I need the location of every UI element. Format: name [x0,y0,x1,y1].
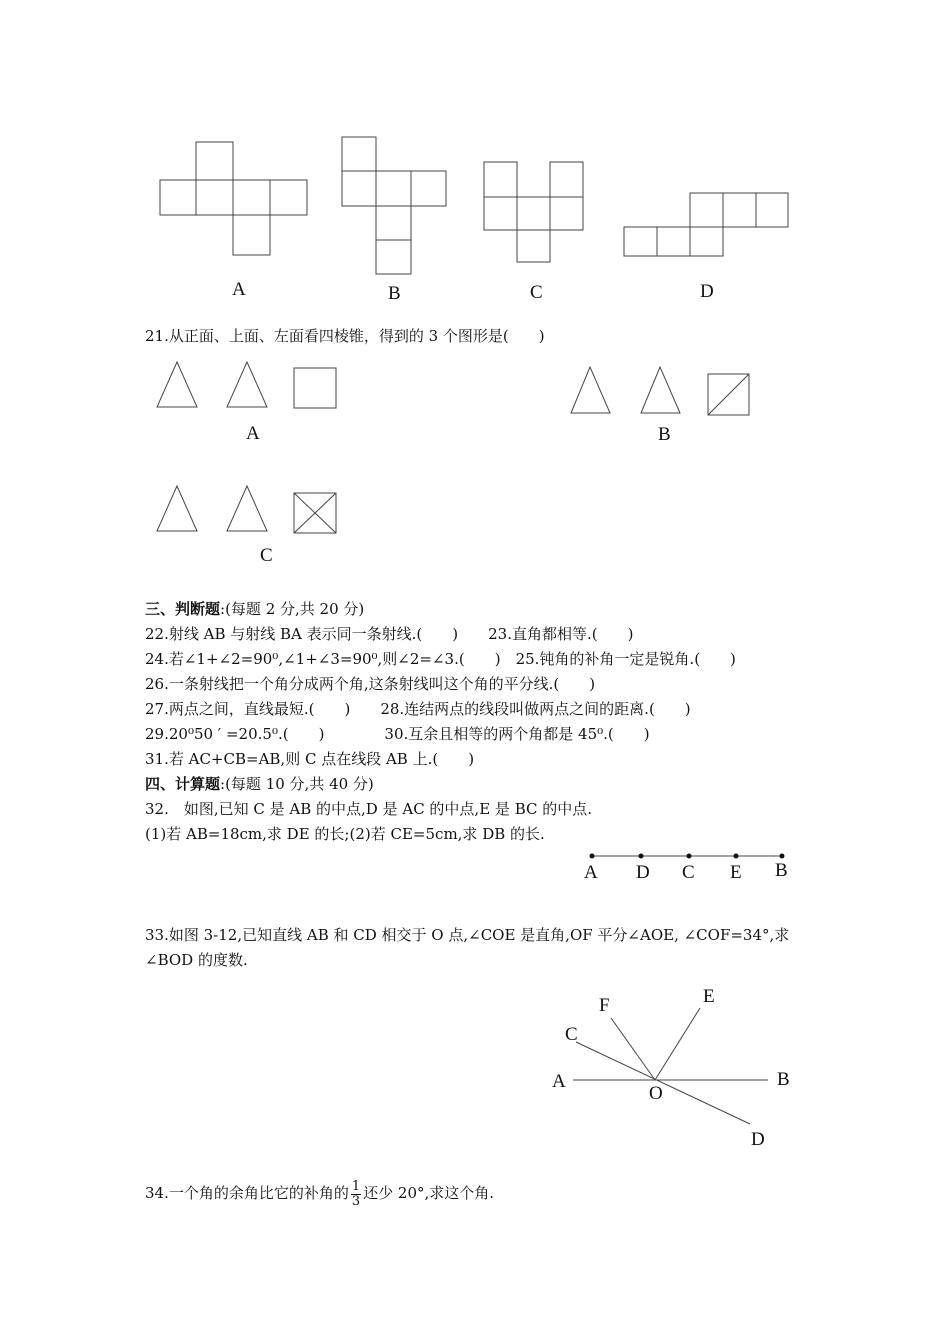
question-34-after: 还少 20°,求这个角. [363,1184,495,1202]
ray-label-b: B [777,1069,790,1090]
question-33-line-1: 33.如图 3-12,已知直线 AB 和 CD 相交于 O 点,∠COE 是直角,OF 平分∠AOE, ∠COF=34°,求 [145,926,790,944]
section-4-title: 四、计算题 [145,775,221,793]
point-label-e: E [730,862,742,883]
view-label-a: A [246,423,260,444]
question-34-before: 34.一个角的余角比它的补角的 [145,1184,349,1202]
question-34 [145,1176,494,1210]
ray-label-e: E [703,986,715,1007]
net-label-d: D [700,281,714,302]
section-4-note: :(每题 10 分,共 40 分) [220,775,374,793]
ray-label-f: F [599,995,610,1016]
net-label-a: A [232,279,246,300]
question-22-23: 22.射线 AB 与射线 BA 表示同一条射线.( ) 23.直角都相等.( ) [145,625,634,643]
net-label-b: B [388,283,401,304]
point-label-c: C [682,862,695,883]
question-33-line-2: ∠BOD 的度数. [145,951,248,969]
question-24-25: 24.若∠1+∠2=90⁰,∠1+∠3=90⁰,则∠2=∠3.( ) 25.钝角的补角一定是锐角.( ) [145,650,736,668]
ray-label-a: A [552,1071,566,1092]
view-label-b: B [658,424,671,445]
section-3-title: 三、判断题 [145,600,221,618]
question-31: 31.若 AC+CB=AB,则 C 点在线段 AB 上.( ) [145,750,475,768]
section-3-note: :(每题 2 分,共 20 分) [220,600,365,618]
point-label-b: B [775,860,788,881]
net-label-c: C [530,282,543,303]
question-32-line-1: 32. 如图,已知 C 是 AB 的中点,D 是 AC 的中点,E 是 BC 的中点. [145,800,593,818]
fraction-numerator: 1 [351,1178,361,1194]
fraction-one-third [351,1180,361,1209]
point-label-d: D [636,862,650,883]
view-label-c: C [260,545,273,566]
question-29-30: 29.20⁰50 ′ =20.5⁰.( ) 30.互余且相等的两个角都是 45⁰.( ) [145,725,650,743]
ray-label-c: C [565,1024,578,1045]
question-21: 21.从正面、上面、左面看四棱锥，得到的 3 个图形是( ) [145,327,545,345]
question-26: 26.一条射线把一个角分成两个角,这条射线叫这个角的平分线.( ) [145,675,596,693]
ray-label-d: D [751,1129,765,1150]
point-label-a: A [584,862,598,883]
question-32-line-2: (1)若 AB=18cm,求 DE 的长;(2)若 CE=5cm,求 DB 的长. [145,825,545,843]
question-27-28: 27.两点之间，直线最短.( ) 28.连结两点的线段叫做两点之间的距离.( ) [145,700,691,718]
point-label-o: O [649,1083,663,1104]
fraction-denominator: 3 [351,1193,361,1209]
